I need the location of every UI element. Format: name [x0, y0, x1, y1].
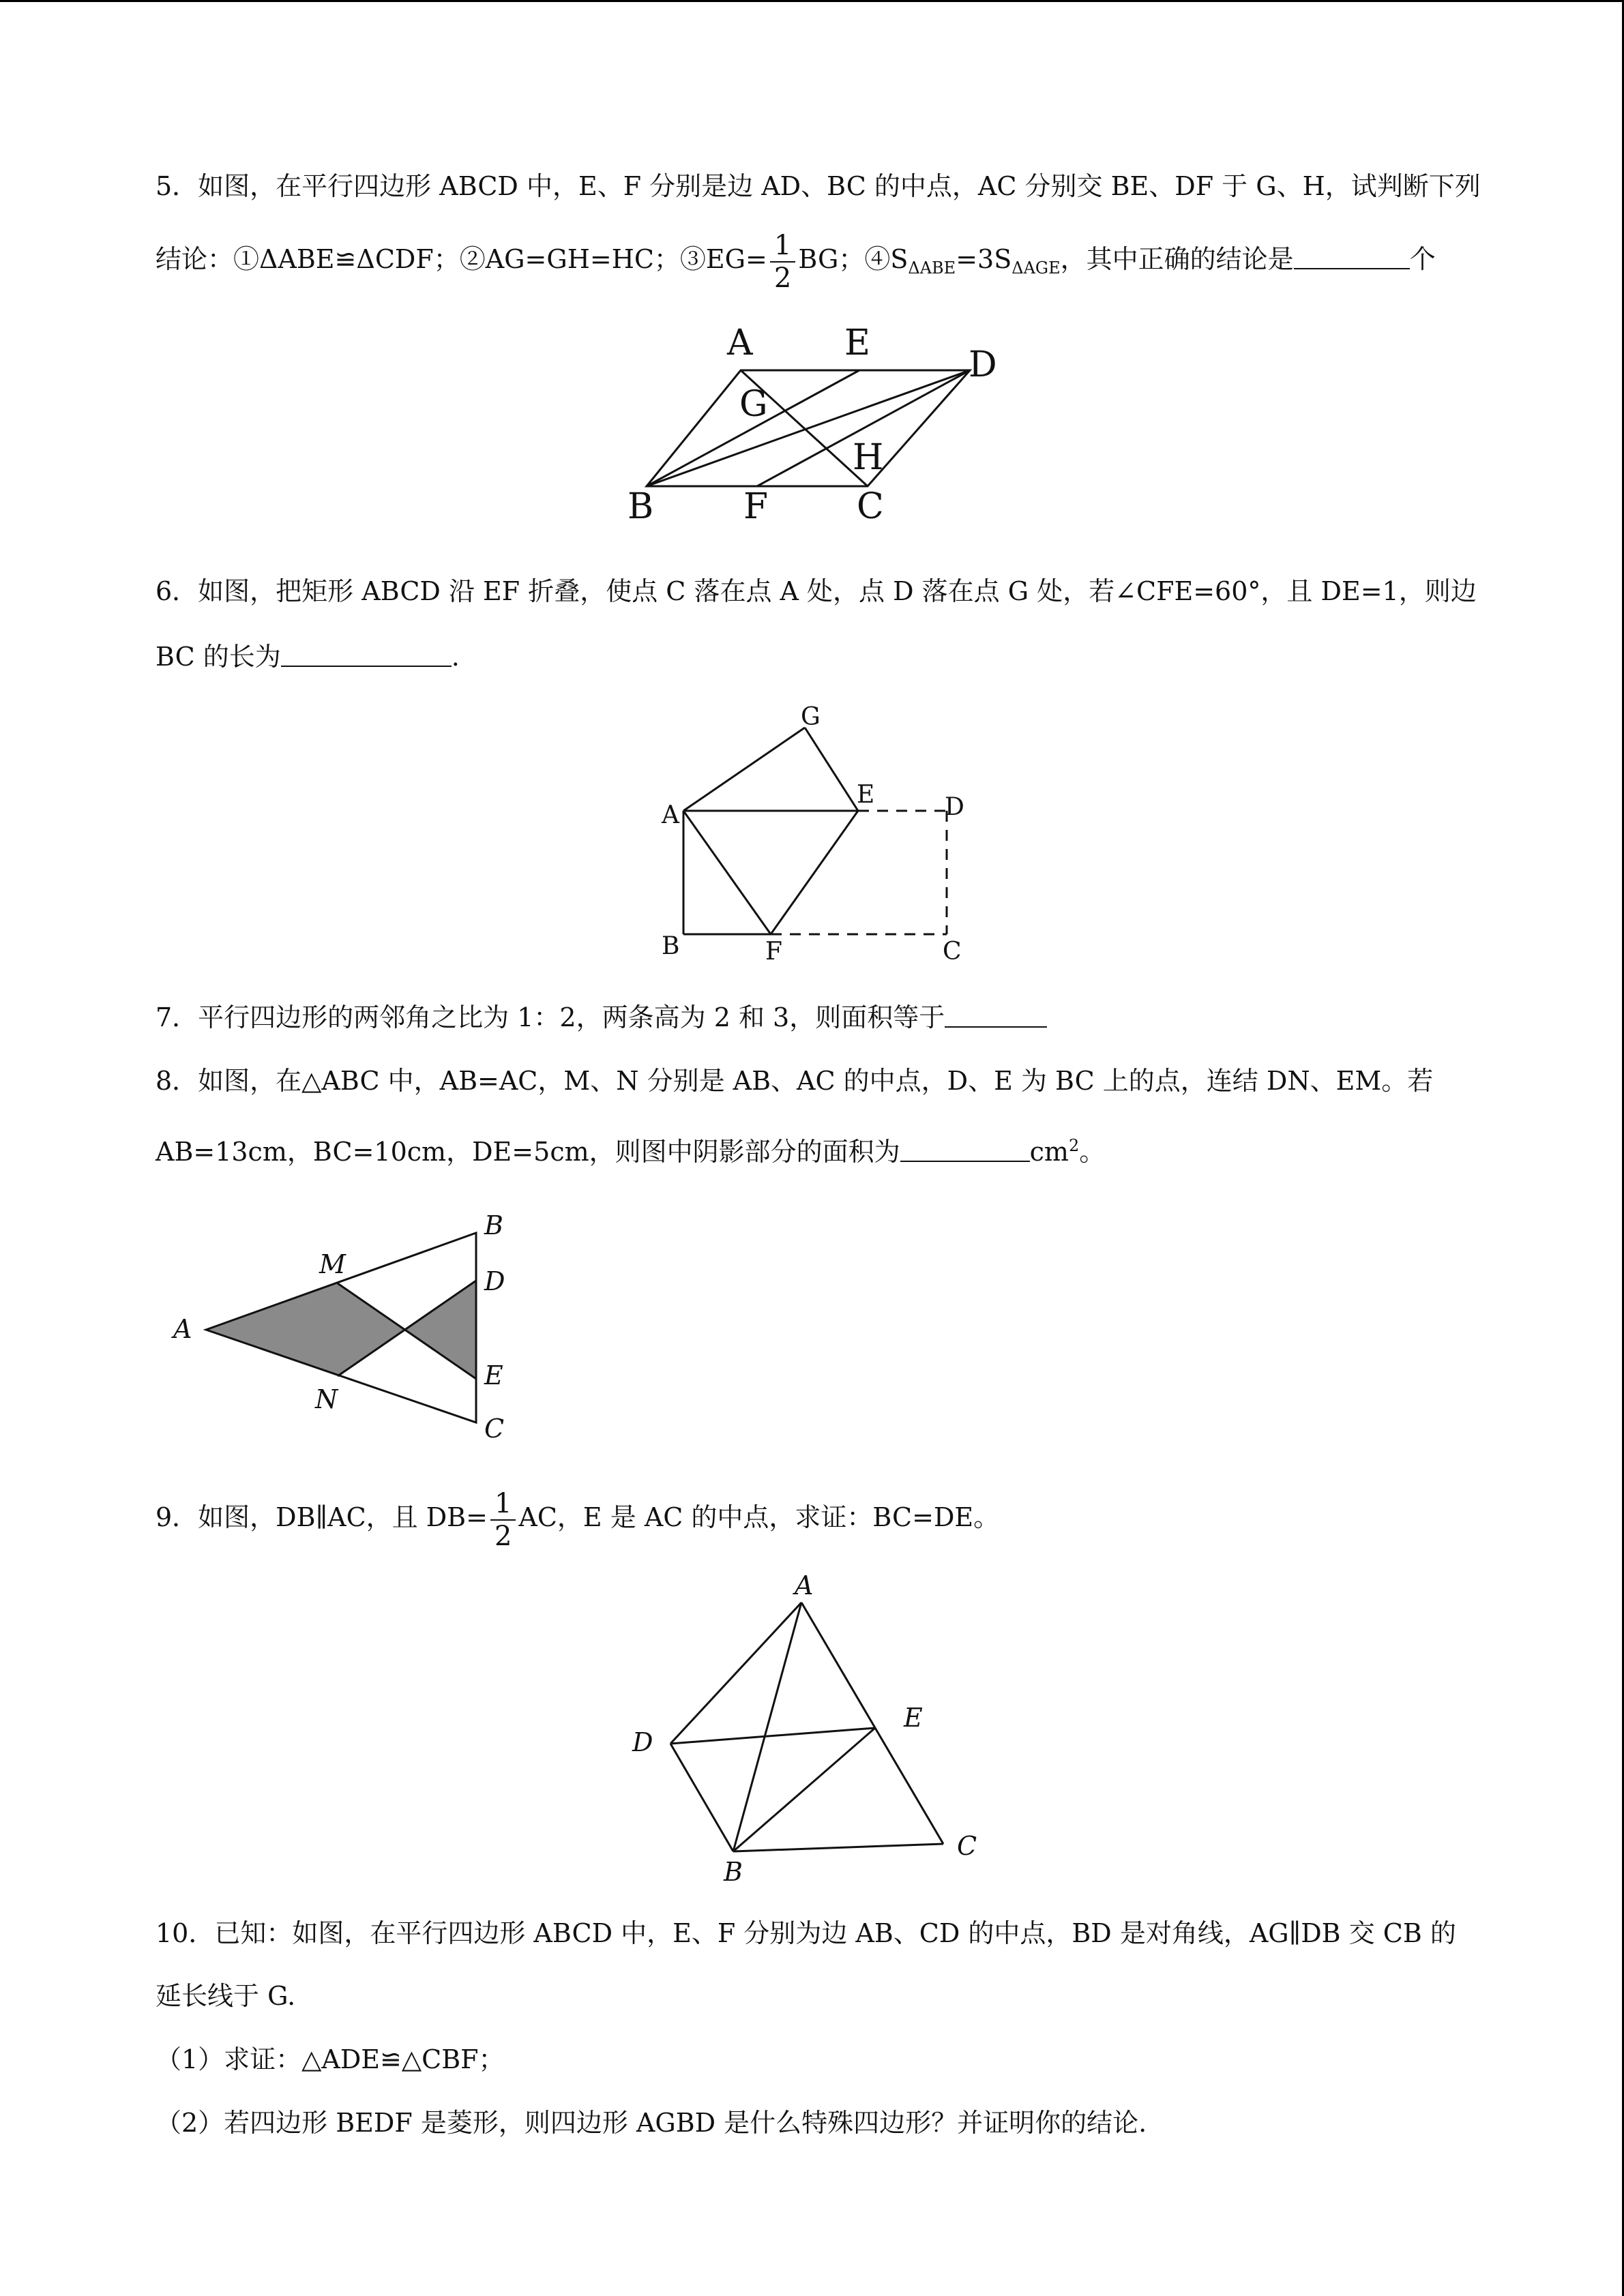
q5-answer-blank	[1294, 245, 1410, 269]
q5-label-e: E	[844, 323, 870, 363]
q6-segment-af	[683, 811, 771, 934]
q6-label-c: C	[943, 938, 962, 966]
q8-line2	[156, 1129, 1105, 1169]
q6-segment-ge	[805, 728, 858, 811]
q5-sub1: ΔABE	[908, 258, 956, 278]
q5-fraction	[770, 230, 795, 294]
q8-line1: 8．如图，在△ABC 中，AB=AC，M、N 分别是 AB、AC 的中点，D、E 为 BC 上的点，连结 DN、EM。若	[156, 1066, 1434, 1096]
q10-part2: （2）若四边形 BEDF 是菱形，则四边形 AGBD 是什么特殊四边形？并证明你的结论.	[156, 2108, 1147, 2138]
q5-frac-den: 2	[773, 262, 792, 294]
q9-fraction	[490, 1488, 516, 1552]
q7-answer-blank	[945, 1003, 1047, 1028]
q9-line	[156, 1480, 999, 1555]
q9-segment-bc	[733, 1844, 943, 1851]
q5-label-h: H	[853, 437, 884, 478]
q8-label-e: E	[484, 1360, 503, 1390]
q9-segment-db	[670, 1744, 733, 1851]
q9-segment-be	[733, 1728, 875, 1851]
q6-segment-ag	[683, 728, 805, 811]
q6-label-b: B	[662, 932, 680, 960]
q6-line1: 6．如图，把矩形 ABCD 沿 EF 折叠，使点 C 落在点 A 处，点 D 落在点 G 处，若∠CFE=60°，且 DE=1，则边	[156, 576, 1477, 606]
q9-label-c: C	[957, 1831, 977, 1861]
q9-text-b: AC，E 是 AC 的中点，求证：BC=DE。	[518, 1502, 1000, 1532]
q8-shaded-left	[206, 1283, 404, 1376]
q6-label-g: G	[801, 703, 821, 731]
q9-text-a: 9．如图，DB∥AC，且 DB=	[156, 1502, 488, 1532]
q8-label-b: B	[484, 1210, 503, 1240]
q6-label-f: F	[765, 938, 782, 966]
q5-label-c: C	[857, 486, 884, 527]
q9-label-d: D	[632, 1727, 653, 1757]
q5-sub2: ΔAGE	[1012, 258, 1061, 278]
q8-figure	[164, 1207, 518, 1452]
q9-label-e: E	[904, 1703, 923, 1733]
q9-frac-den: 2	[494, 1520, 512, 1552]
q10-line2: 延长线于 G.	[156, 1981, 296, 2011]
q6-line2-text: BC 的长为	[156, 642, 281, 672]
q8-shaded-right	[404, 1281, 476, 1379]
q8-label-a: A	[173, 1314, 192, 1344]
q9-label-a: A	[795, 1570, 814, 1600]
q8-label-d: D	[484, 1266, 505, 1296]
q9-frac-num: 1	[490, 1488, 516, 1521]
q5-line2-b: BG；④S	[798, 244, 909, 274]
q6-line2	[156, 640, 460, 674]
q8-label-c: C	[484, 1414, 505, 1444]
q5-line2	[156, 222, 1436, 305]
q8-label-n: N	[315, 1384, 338, 1414]
q10-part1: （1）求证：△ADE≌△CBF；	[156, 2044, 505, 2074]
q7-line	[156, 1000, 1047, 1034]
q7-text: 7．平行四边形的两邻角之比为 1：2，两条高为 2 和 3，则面积等于	[156, 1002, 945, 1032]
q8-answer-blank	[900, 1137, 1030, 1162]
q5-frac-num: 1	[770, 230, 795, 263]
q5-label-g: G	[739, 384, 768, 425]
q9-label-b: B	[724, 1857, 743, 1887]
q5-label-d: D	[969, 344, 997, 385]
q6-answer-blank	[281, 642, 452, 667]
q5-line1: 5．如图，在平行四边形 ABCD 中，E、F 分别是边 AD、BC 的中点，AC 分别交 BE、DF 于 G、H，试判断下列	[156, 171, 1481, 201]
q6-line2-end: .	[451, 642, 460, 672]
q9-figure	[617, 1568, 999, 1889]
q5-line2-c: =3S	[956, 244, 1012, 274]
q8-label-m: M	[319, 1249, 346, 1279]
q5-label-a: A	[727, 323, 753, 363]
q6-label-a: A	[662, 801, 679, 829]
q8-line2-text: AB=13cm，BC=10cm，DE=5cm，则图中阴影部分的面积为	[156, 1137, 900, 1167]
q5-line2-e: 个	[1409, 244, 1436, 274]
q5-line2-d: ，其中正确的结论是	[1060, 244, 1294, 274]
q8-unit-sup: 2	[1068, 1136, 1080, 1155]
q5-label-b: B	[628, 486, 654, 527]
q6-label-d: D	[945, 793, 964, 821]
q6-label-e: E	[857, 781, 875, 809]
q6-figure	[655, 703, 969, 966]
q8-line2-end: 。	[1079, 1137, 1106, 1167]
q9-segment-de	[670, 1728, 875, 1744]
page-top-border	[0, 0, 1624, 2]
q6-fold-ef	[771, 811, 858, 934]
q5-figure	[614, 323, 1009, 532]
q8-unit: cm	[1029, 1137, 1069, 1167]
q5-label-f: F	[743, 486, 769, 527]
q10-line1: 10．已知：如图，在平行四边形 ABCD 中，E、F 分别为边 AB、CD 的中点，BD 是对角线，AG∥DB 交 CB 的	[156, 1918, 1456, 1948]
q5-diagonal-bd	[647, 370, 970, 486]
q5-line2-a: 结论：①ΔABE≌ΔCDF；②AG=GH=HC；③EG=	[156, 244, 767, 274]
